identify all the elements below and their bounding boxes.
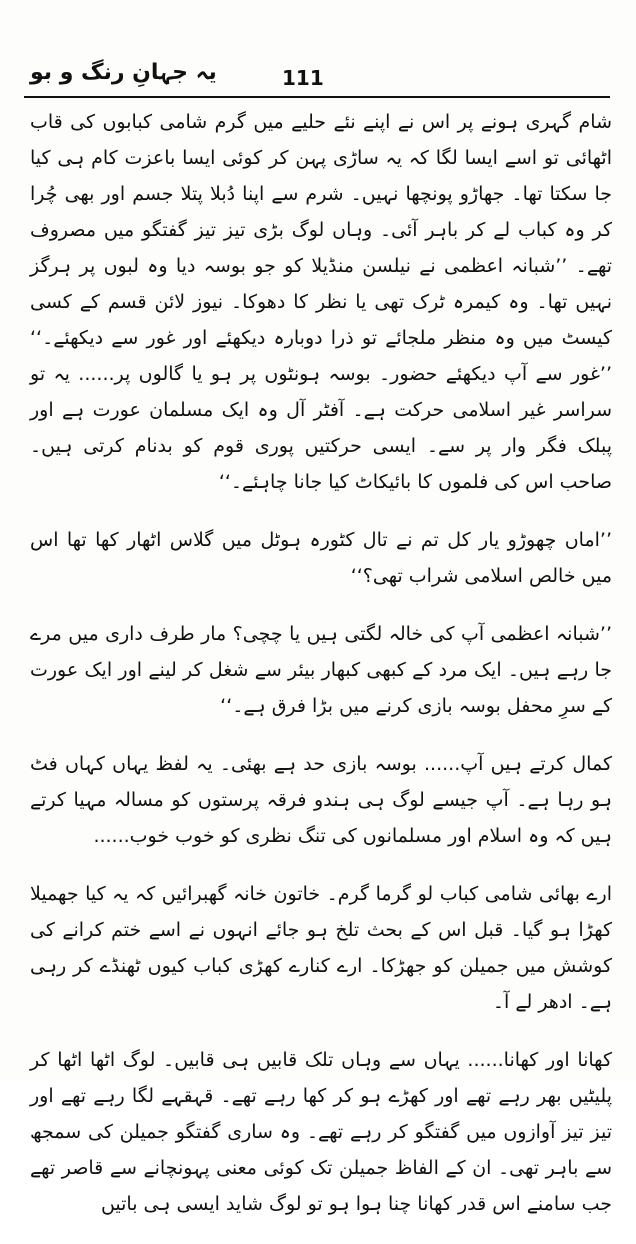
paragraph-2: ’’اماں چھوڑو یار کل تم نے تال کٹورہ ہوٹل میں گلاس اٹھار کھا تھا اس میں خالص اسلامی شراب تھی؟‘‘ — [30, 529, 612, 587]
paragraph-3: ’’شبانہ اعظمی آپ کی خالہ لگتی ہیں یا چچی؟ مار طرف داری میں مرے جا رہے ہیں۔ ایک مرد کے کبھی کبھار بیئر سے شغل کر لینے اور ایک عورت کے سرِ محفل بوسہ بازی کرنے میں بڑا فرق ہے۔‘‘ — [30, 623, 612, 717]
header-divider — [24, 96, 610, 98]
paragraph-1: شام گہری ہونے پر اس نے اپنے نئے حلیے میں گرم شامی کبابوں کی قاب اٹھائی تو اسے ایسا لگا کہ یہ ساڑی پہن کر کوئی ایسا باعزت کام ہی کیا جا سکتا تھا۔ جھاڑو پونچھا نہیں۔ شرم سے اپنا دُبلا پتلا جسم اور بھی چُرا کر وہ کباب لے کر باہر آئی۔ وہاں لوگ بڑی تیز تیز گفتگو میں مصروف تھے۔ ’’شبانہ اعظمی نے نیلسن منڈیلا کو جو بوسہ دیا وہ لبوں پر ہرگز نہیں تھا۔ وہ کیمرہ ٹرک تھی یا نظر کا دھوکا۔ نیوز لائن قسم کے کسی کیسٹ میں وہ منظر ملجائے تو ذرا دوبارہ دیکھئے اور غور سے دیکھئے۔‘‘ ’’غور سے آپ دیکھئے حضور۔ بوسہ ہونٹوں پر ہو یا گالوں پر...... یہ تو سراسر غیر اسلامی حرکت ہے۔ آفٹر آل وہ ایک مسلمان عورت ہے اور پبلک فگر وار پر سے۔ ایسی حرکتیں پوری قوم کو بدنام کرتی ہیں۔ صاحب اس کی فلموں کا بائیکاٹ کیا جانا چاہئے۔‘‘ — [30, 111, 612, 493]
paragraph-6: کھانا اور کھانا...... یہاں سے وہاں تلک قابیں ہی قابیں۔ لوگ اٹھا اٹھا کر پلیٹیں بھر رہے تھے اور کھڑے ہو کر کھا رہے تھے۔ قہقہے لگا رہے تھے اور تیز تیز آوازوں میں گفتگو کر رہے تھے۔ وہ ساری گفتگو جمیلن کی سمجھ سے باہر تھی۔ ان کے الفاظ جمیلن تک کوئی معنی پہونچانے سے قاصر تھے جب سامنے اس قدر کھانا چنا ہوا ہو تو لوگ شاید ایسی ہی باتیں — [30, 1049, 612, 1215]
paragraph-4: کمال کرتے ہیں آپ...... بوسہ بازی حد ہے بھئی۔ یہ لفظ یہاں کہاں فٹ ہو رہا ہے۔ آپ جیسے لوگ ہی ہندو فرقہ پرستوں کو مسالہ مہیا کرتے ہیں کہ وہ اسلام اور مسلمانوں کی تنگ نظری کو خوب خوب...... — [30, 753, 612, 847]
page-body — [30, 104, 612, 1244]
page-header — [24, 60, 612, 96]
paragraph-5: ارے بھائی شامی کباب لو گرما گرم۔ خاتون خانہ گھبرائیں کہ یہ کیا جھمیلا کھڑا ہو گیا۔ قبل اس کے بحث تلخ ہو جائے انہوں نے اسے ختم کرانے کی کوشش میں جمیلن کو جھڑکا۔ ارے کنارے کھڑی کباب کیوں ٹھنڈے کر رہی ہے۔ ادھر لے آ۔ — [30, 883, 612, 1013]
page-number: 111 — [282, 66, 324, 90]
book-title: یہ جہانِ رنگ و بو — [30, 60, 217, 85]
